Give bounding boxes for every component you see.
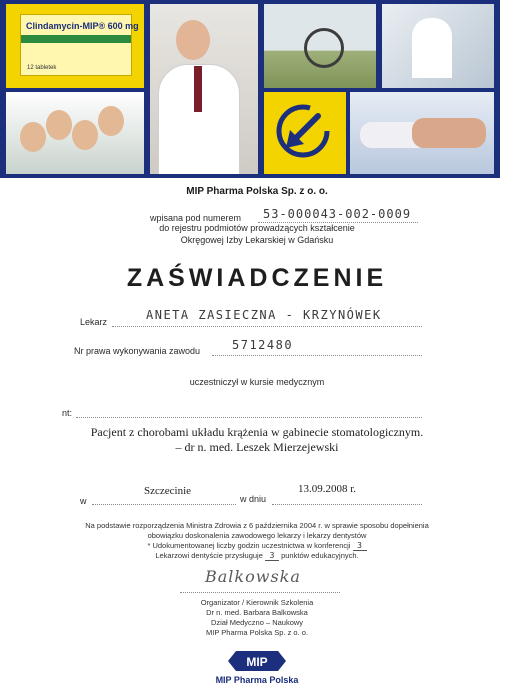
product-box-count: 12 tabletek [27,65,57,71]
course-place: Szczecinie [144,485,192,497]
doctor-dotted-line [112,326,422,327]
legal-line-4: Lekarzowi dentyście przysługuje 3 punktów edukacyjnych. [155,551,359,560]
family-photo [6,92,144,174]
registry-label: wpisana pod numerem [150,213,242,223]
organizer-name: Dr n. med. Barbara Balkowska [206,608,308,617]
participation-text: uczestniczył w kursie medycznym [189,377,325,387]
mip-logo-icon [228,651,286,671]
cyclists-photo [264,4,376,88]
legal-line-1: Na podstawie rozporządzenia Ministra Zdrowia z 6 października 2004 r. w sprawie sposobu dopełnienia [85,521,429,530]
certificate-title: ZAŚWIADCZENIE [126,264,388,292]
course-topic: Pacjent z chorobami układu krążenia w gabinecie stomatologicznym. [90,425,424,439]
legal-line-2: obowiązku doskonalenia zawodowego lekarzy i lekarzy dentystów [147,531,367,540]
registry-number: 53-000043-002-0009 [263,207,412,221]
organizer-department: Dział Medyczno – Naukowy [210,618,304,627]
date-label: w dniu [240,494,267,504]
topic-label: nt: [62,408,73,418]
lab-scientist-photo [382,4,494,88]
topic-dotted-line [76,417,422,418]
registry-line-2: do rejestru podmiotów prowadzących kształcenie [159,223,355,233]
course-date: 13.09.2008 r. [298,483,357,495]
points-value: 3 [265,551,279,561]
signature-line [180,592,340,593]
place-dotted-line [92,504,236,505]
doctor-label: Lekarz [80,317,108,327]
product-photo [6,4,144,88]
hours-value: 3 [353,541,367,551]
registry-line-3: Okręgowej Izby Lekarskiej w Gdańsku [180,235,334,245]
mip-logo-text: MIP [246,655,268,669]
product-box-title: Clindamycin-MIP® 600 mg [26,21,139,31]
footer-company: MIP Pharma Polska [215,675,299,685]
organizer-company: MIP Pharma Polska Sp. z o. o. [206,628,308,637]
place-label: w [80,496,87,506]
doctor-name: ANETA ZASIECZNA - KRZYNÓWEK [146,308,382,322]
date-dotted-line [272,504,422,505]
handshake-photo [350,92,494,174]
organizer-signature: Balkowska [205,567,301,586]
photo-banner [0,0,500,178]
legal-line-3: * Udokumentowanej liczby godzin uczestnictwa w konferencji 3 [0,541,514,551]
license-number: 5712480 [232,338,294,352]
company-name: MIP Pharma Polska Sp. z o. o. [186,186,328,197]
organizer-role: Organizator / Kierownik Szkolenia [200,598,314,607]
doctor-photo [150,4,258,174]
course-lecturer: – dr n. med. Leszek Mierzejewski [175,440,339,454]
pointing-arrow-icon [274,102,332,160]
license-dotted-line [212,355,422,356]
license-label: Nr prawa wykonywania zawodu [74,346,201,356]
medicine-box [20,14,139,76]
logo-tile [264,92,346,174]
